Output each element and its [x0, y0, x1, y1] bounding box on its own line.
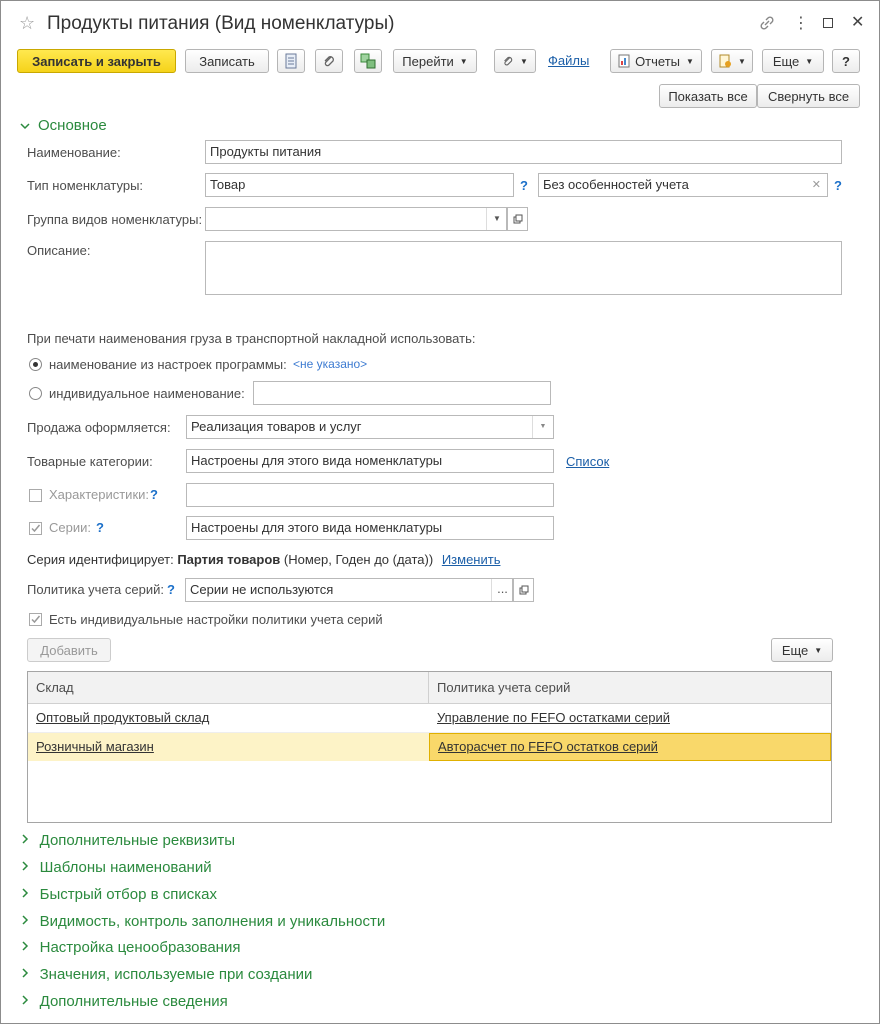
structure-icon — [360, 53, 376, 69]
close-icon[interactable]: ✕ — [851, 14, 865, 31]
series-identifies-change-link[interactable]: Изменить — [441, 552, 501, 567]
show-all-button[interactable] — [659, 84, 757, 108]
series-identifies-value: Партия товаров — [177, 552, 281, 567]
series-identifies-prefix: Серия идентифицирует: — [27, 552, 174, 567]
document-list-icon — [284, 53, 298, 69]
radio-settings-name[interactable] — [29, 358, 42, 371]
more-actions-icon[interactable]: ⋮ — [793, 15, 809, 32]
collapse-all-button[interactable] — [757, 84, 860, 108]
collapse-all-label: Свернуть все — [767, 88, 850, 104]
column-header-policy[interactable]: Политика учета серий — [429, 672, 831, 704]
reports-button[interactable] — [610, 49, 702, 73]
series-identifies-suffix: (Номер, Годен до (дата)) — [283, 552, 434, 567]
section-title: Шаблоны наименований — [39, 859, 212, 876]
section-pricing[interactable] — [19, 939, 240, 956]
chevron-right-icon — [19, 967, 31, 982]
more-label: Еще — [772, 53, 800, 69]
policy-input[interactable]: Серии не используются — [185, 578, 513, 602]
chevron-right-icon — [19, 914, 31, 929]
section-additional-info[interactable] — [19, 993, 228, 1010]
policy-select-button[interactable]: ... — [491, 579, 513, 601]
link-icon[interactable] — [758, 14, 776, 32]
open-icon — [519, 585, 529, 595]
series-identifies-line — [27, 552, 500, 567]
files-link[interactable]: Файлы — [548, 53, 590, 68]
document-list-button[interactable] — [277, 49, 305, 73]
series-help-icon[interactable]: ? — [96, 520, 104, 535]
section-main-title[interactable]: Основное — [38, 117, 107, 134]
column-header-warehouse[interactable]: Склад — [28, 672, 429, 704]
checkmark-icon — [30, 614, 41, 625]
group-label: Группа видов номенклатуры: — [27, 212, 203, 227]
characteristics-input — [186, 483, 554, 507]
attach-button[interactable] — [315, 49, 343, 73]
table-cell-warehouse[interactable]: Оптовый продуктовый склад — [36, 710, 210, 725]
save-label: Записать — [199, 53, 255, 69]
series-input[interactable]: Настроены для этого вида номенклатуры — [186, 516, 554, 540]
section-title: Быстрый отбор в списках — [39, 886, 217, 903]
group-input[interactable] — [205, 207, 507, 231]
type-accounting-help-icon[interactable]: ? — [834, 178, 842, 193]
characteristics-checkbox[interactable] — [29, 489, 42, 502]
table-cell-policy[interactable]: Управление по FEFO остатками серий — [437, 710, 670, 725]
section-title: Настройка ценообразования — [39, 939, 241, 956]
sale-value: Реализация товаров и услуг — [191, 419, 362, 434]
policy-open-button[interactable] — [513, 578, 534, 602]
chevron-right-icon — [19, 833, 35, 848]
goto-label: Перейти — [402, 53, 454, 69]
more-button[interactable] — [762, 49, 824, 73]
dropdown-arrow-icon[interactable]: ▼ — [532, 416, 553, 438]
help-label: ? — [842, 53, 850, 69]
policy-help-icon[interactable]: ? — [167, 582, 175, 597]
open-icon — [513, 214, 523, 224]
section-name-templates[interactable] — [19, 859, 212, 876]
goto-button[interactable] — [393, 49, 477, 73]
chevron-right-icon — [19, 994, 31, 1009]
group-dropdown-button[interactable]: ▼ — [486, 208, 507, 230]
sale-label: Продажа оформляется: — [27, 420, 171, 435]
description-textarea[interactable] — [205, 241, 842, 295]
type-accounting-value: Без особенностей учета — [543, 177, 689, 192]
type-help-icon[interactable]: ? — [520, 178, 528, 193]
save-and-close-label: Записать и закрыть — [32, 53, 161, 69]
name-input[interactable]: Продукты питания — [205, 140, 842, 164]
print-name-label: При печати наименования груза в транспортной накладной использовать: — [27, 331, 476, 346]
clear-icon[interactable]: ✕ — [811, 179, 821, 191]
type-label: Тип номенклатуры: — [27, 178, 144, 193]
group-open-button[interactable] — [507, 207, 528, 231]
table-row[interactable] — [28, 704, 831, 733]
window-title: Продукты питания (Вид номенклатуры) — [47, 13, 395, 34]
individual-policy-label: Есть индивидуальные настройки политики учета серий — [49, 612, 383, 627]
section-title: Дополнительные сведения — [39, 993, 228, 1010]
help-button[interactable] — [832, 49, 860, 73]
series-policy-table — [27, 671, 832, 823]
not-specified-hint[interactable]: <не указано> — [293, 357, 368, 371]
sale-select[interactable] — [186, 415, 554, 439]
show-all-label: Показать все — [668, 88, 748, 104]
print-dropdown-button[interactable] — [711, 49, 753, 73]
add-button[interactable] — [27, 638, 111, 662]
chevron-right-icon — [19, 940, 31, 955]
categories-label: Товарные категории: — [27, 454, 153, 469]
section-title: Значения, используемые при создании — [39, 966, 313, 983]
chevron-right-icon — [19, 860, 31, 875]
section-quick-filter[interactable] — [19, 886, 217, 903]
structure-button[interactable] — [354, 49, 382, 73]
type-accounting-input[interactable] — [538, 173, 828, 197]
add-button-label: Добавить — [40, 642, 98, 658]
maximize-icon[interactable] — [823, 18, 833, 28]
dropdown-arrow-icon: ▼ — [738, 56, 746, 66]
reports-label: Отчеты — [635, 53, 680, 69]
radio-settings-name-label: наименование из настроек программы: — [49, 357, 287, 372]
paperclip-icon — [322, 53, 336, 69]
attachments-dropdown-button[interactable] — [494, 49, 536, 73]
dropdown-arrow-icon: ▼ — [520, 56, 528, 66]
section-visibility[interactable] — [19, 913, 385, 930]
checkmark-icon — [30, 523, 41, 534]
radio-individual-name[interactable] — [29, 387, 42, 400]
save-button[interactable] — [185, 49, 269, 73]
table-row-selected[interactable] — [28, 733, 831, 761]
characteristics-label: Характеристики: — [49, 487, 150, 502]
save-and-close-button[interactable] — [17, 49, 176, 73]
report-icon — [618, 54, 630, 68]
table-more-label: Еще — [781, 642, 809, 658]
section-title: Видимость, контроль заполнения и уникальности — [39, 913, 386, 930]
print-icon — [718, 54, 732, 68]
dropdown-arrow-icon: ▼ — [686, 56, 694, 66]
section-additional-attributes[interactable] — [19, 832, 235, 849]
series-label: Серии: — [49, 520, 91, 535]
dropdown-arrow-icon: ▼ — [459, 56, 468, 66]
characteristics-help-icon[interactable]: ? — [150, 487, 158, 502]
favorite-star-icon[interactable]: ☆ — [19, 13, 36, 33]
name-label: Наименование: — [27, 145, 121, 160]
paperclip-icon — [502, 54, 514, 68]
chevron-right-icon — [19, 887, 31, 902]
table-cell-warehouse[interactable]: Розничный магазин — [36, 739, 154, 754]
categories-input[interactable]: Настроены для этого вида номенклатуры — [186, 449, 554, 473]
series-checkbox[interactable] — [29, 522, 42, 535]
description-label: Описание: — [27, 243, 91, 258]
policy-label: Политика учета серий: — [27, 582, 164, 597]
section-default-values[interactable] — [19, 966, 312, 983]
chevron-down-icon[interactable] — [19, 120, 31, 135]
individual-name-input[interactable] — [253, 381, 551, 405]
dropdown-arrow-icon: ▼ — [805, 56, 814, 66]
dropdown-arrow-icon: ▼ — [814, 645, 823, 655]
type-input[interactable]: Товар — [205, 173, 514, 197]
individual-policy-checkbox[interactable] — [29, 613, 42, 626]
section-title: Дополнительные реквизиты — [39, 832, 236, 849]
radio-individual-name-label: индивидуальное наименование: — [49, 386, 245, 401]
categories-list-link[interactable]: Список — [566, 454, 610, 469]
table-more-button[interactable] — [771, 638, 833, 662]
table-cell-policy-active[interactable]: Авторасчет по FEFO остатков серий — [429, 733, 831, 761]
